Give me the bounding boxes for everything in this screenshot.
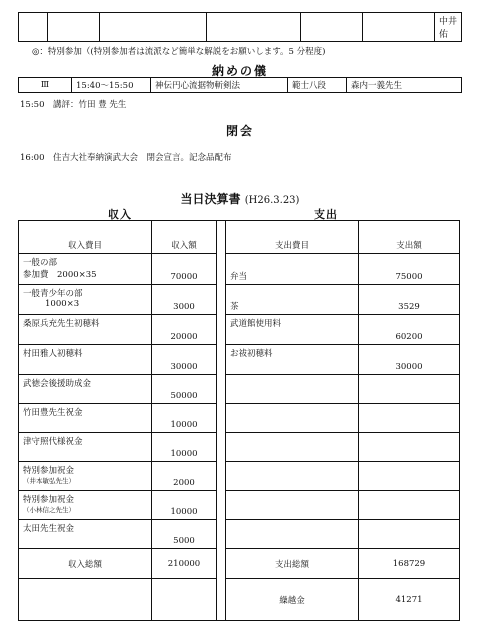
table-row — [19, 462, 460, 491]
income-item: 一般青少年の部 1000×3 — [19, 285, 152, 315]
table-row — [19, 520, 460, 549]
income-amount: 10000 — [152, 404, 217, 433]
income-amount: 5000 — [152, 520, 217, 549]
income-amount: 30000 — [152, 345, 217, 375]
income-total-label: 収入総額 — [19, 549, 152, 579]
table-row — [19, 433, 460, 462]
top-table-name: 中井 佑 — [435, 13, 462, 42]
ceremony-time: 15:40～15:50 — [72, 78, 151, 93]
income-amount: 2000 — [152, 462, 217, 491]
ceremony-num: Ⅲ — [19, 78, 72, 93]
lecture-line: 15:50 講評：竹田 豊 先生 — [20, 100, 127, 110]
income-item: 桑原兵充先生初穂料 — [19, 315, 152, 345]
settlement-title — [0, 190, 480, 207]
expense-amount: 60200 — [359, 315, 460, 345]
expense-item: 武道館使用料 — [226, 315, 359, 345]
expense-total-label: 支出総額 — [226, 549, 359, 579]
settlement-date: (H26.3.23) — [244, 195, 300, 206]
ceremony-table — [18, 77, 462, 93]
totals-row — [19, 549, 460, 579]
settlement-table — [18, 220, 460, 621]
ceremony-rank: 範士八段 — [288, 78, 347, 93]
income-item: 太田先生祝金 — [19, 520, 152, 549]
table-row — [19, 254, 460, 285]
table-row — [19, 404, 460, 433]
special-note: ◎：特別参加（(特別参加者は流派など簡単な解説をお願いします。5 分程度) — [32, 47, 326, 57]
ceremony-title: 納めの儀 — [211, 64, 268, 78]
top-table — [18, 12, 467, 42]
carryover-amount: 41271 — [359, 579, 460, 621]
ceremony-performer: 森内一義先生 — [347, 78, 462, 93]
expense-amount: 75000 — [359, 254, 460, 285]
income-item: 竹田豊先生祝金 — [19, 404, 152, 433]
expense-item: 茶 — [226, 285, 359, 315]
carryover-row — [19, 579, 460, 621]
expense-item: お祓初穂料 — [226, 345, 359, 375]
income-item: 武徳会後援助成金 — [19, 375, 152, 404]
income-header-item: 収入費目 — [19, 221, 152, 254]
expense-heading: 支出 — [314, 208, 338, 221]
expense-amount: 30000 — [359, 345, 460, 375]
settlement-title-text: 当日決算書 — [180, 192, 241, 206]
expense-total: 168729 — [359, 549, 460, 579]
income-item: 津守照代様祝金 — [19, 433, 152, 462]
income-amount: 70000 — [152, 254, 217, 285]
income-item: 特別参加祝金 （小林信之先生） — [19, 491, 152, 520]
income-amount: 10000 — [152, 491, 217, 520]
income-item: 村田雅人初穂料 — [19, 345, 152, 375]
table-row — [19, 345, 460, 375]
ceremony-event: 神伝円心流据物斬剣法 — [151, 78, 288, 93]
closing-title: 閉会 — [225, 124, 254, 138]
income-header-amount: 収入額 — [152, 221, 217, 254]
income-total: 210000 — [152, 549, 217, 579]
expense-header-amount: 支出額 — [359, 221, 460, 254]
header-row — [19, 221, 460, 254]
table-row — [19, 491, 460, 520]
expense-item: 弁当 — [226, 254, 359, 285]
carryover-label: 繰越金 — [226, 579, 359, 621]
income-amount: 3000 — [152, 285, 217, 315]
table-row — [19, 315, 460, 345]
expense-header-item: 支出費目 — [226, 221, 359, 254]
income-amount: 10000 — [152, 433, 217, 462]
expense-amount: 3529 — [359, 285, 460, 315]
table-row — [19, 285, 460, 315]
income-item: 特別参加祝金 （井本敏弘先生） — [19, 462, 152, 491]
income-item: 一般の部 参加費 2000×35 — [19, 254, 152, 285]
income-amount: 20000 — [152, 315, 217, 345]
income-amount: 50000 — [152, 375, 217, 404]
income-heading: 収入 — [108, 208, 132, 221]
table-row — [19, 375, 460, 404]
closing-line: 16:00 住吉大社奉納演武大会 閉会宣言。記念品配布 — [20, 153, 232, 163]
